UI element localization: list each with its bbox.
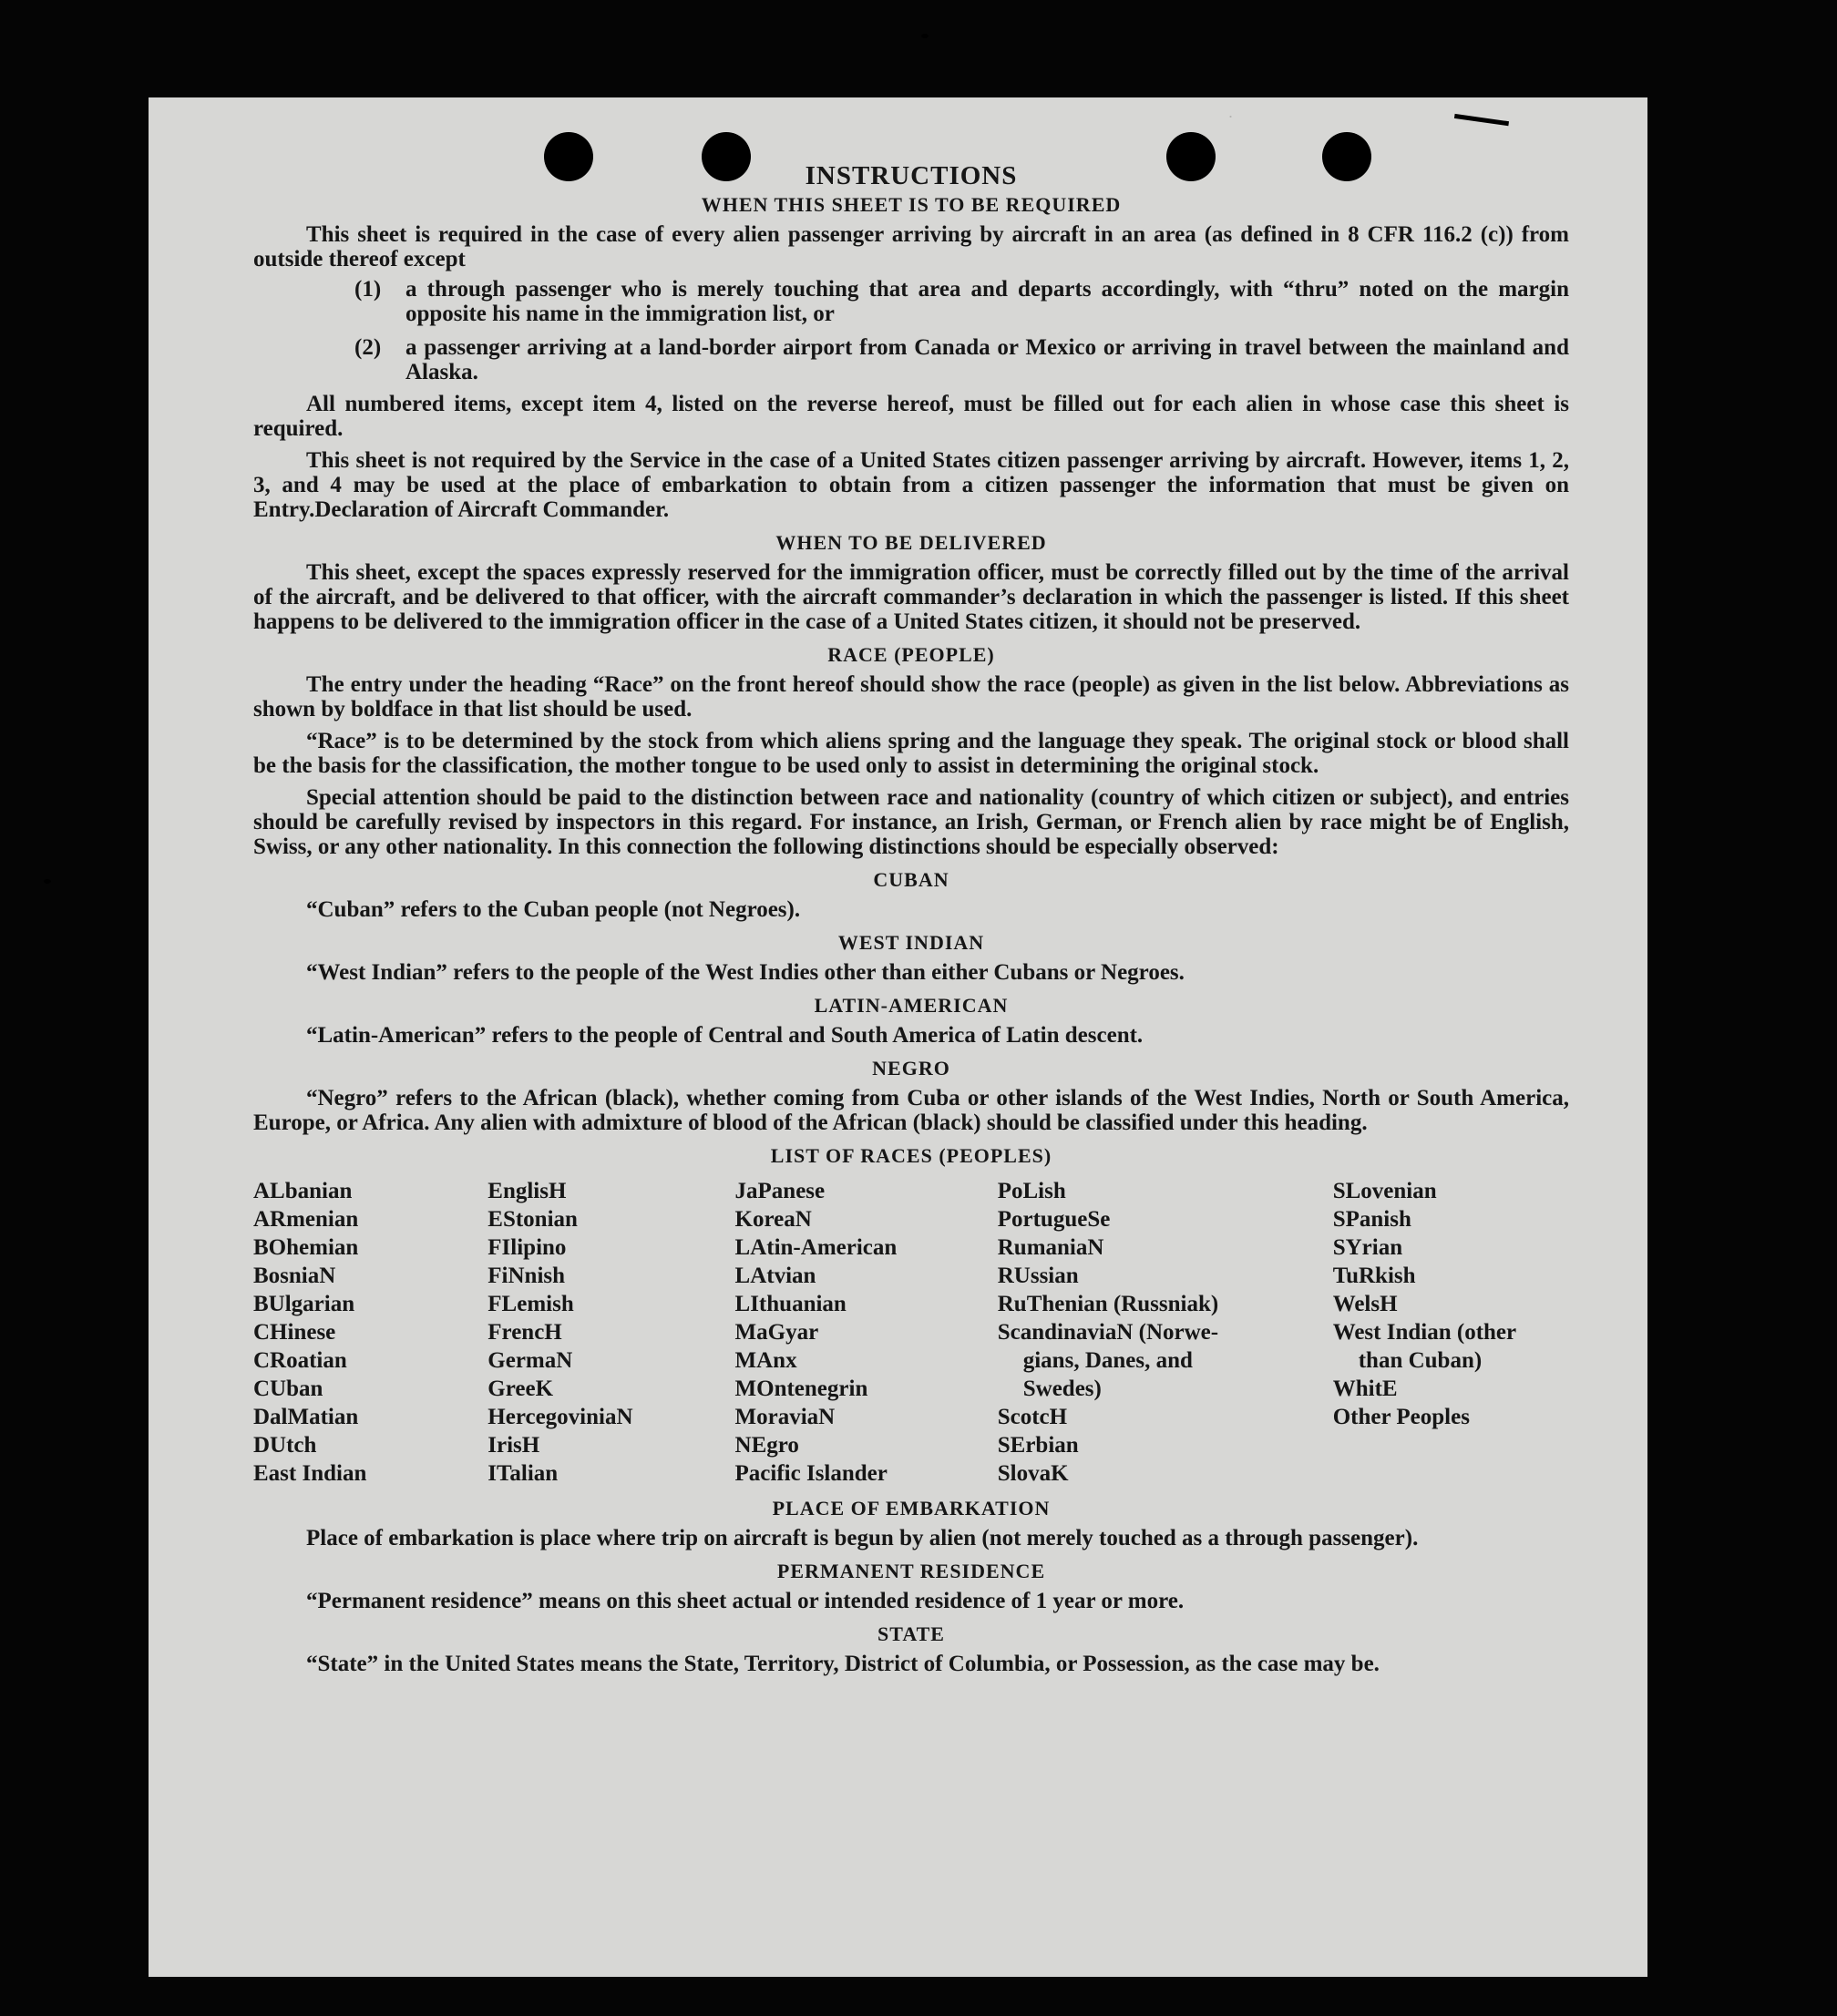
race-entry: MaGyar xyxy=(734,1320,819,1345)
race-entry: GreeK xyxy=(487,1376,554,1401)
race-entry: RumaniaN xyxy=(997,1235,1104,1260)
race-entry: LAtvian xyxy=(734,1264,816,1288)
race-entry: KoreaN xyxy=(734,1207,812,1232)
race-entry: HercegoviniaN xyxy=(487,1405,633,1429)
race-entry: Pacific Islander xyxy=(734,1461,888,1486)
paragraph: “Latin-American” refers to the people of Central and South America of Latin descent. xyxy=(306,1023,1144,1048)
paragraph: The entry under the heading “Race” on the front hereof should show the race (people) as given in the list below. Abbreviations as shown by boldface in that list should be used. xyxy=(253,672,1569,721)
race-entry: EStonian xyxy=(487,1207,578,1232)
race-entry: West Indian (other xyxy=(1332,1320,1517,1345)
race-entry: SLovenian xyxy=(1332,1179,1437,1203)
race-entry: DUtch xyxy=(253,1433,317,1458)
race-entry: FLemish xyxy=(487,1292,574,1316)
race-entry: FIlipino xyxy=(487,1235,567,1260)
race-entry: TuRkish xyxy=(1332,1264,1416,1288)
race-entry: ScotcH xyxy=(997,1405,1068,1429)
document-sheet xyxy=(149,97,1647,1977)
race-entry: ARmenian xyxy=(253,1207,359,1232)
race-entry-continued: gians, Danes, and xyxy=(1022,1348,1193,1373)
race-column xyxy=(253,1177,487,1488)
race-entry: FrencH xyxy=(487,1320,562,1345)
race-entry: CUban xyxy=(253,1376,323,1401)
exception-item xyxy=(354,277,1569,326)
race-entry: DalMatian xyxy=(253,1405,359,1429)
race-entry: MAnx xyxy=(734,1348,797,1373)
race-entry: BUlgarian xyxy=(253,1292,355,1316)
section-heading: NEGRO xyxy=(872,1057,950,1080)
section-heading: WHEN TO BE DELIVERED xyxy=(775,531,1047,554)
race-entry: IrisH xyxy=(487,1433,540,1458)
paragraph: “Race” is to be determined by the stock from which aliens spring and the language they speak. The original stock or blood shall be the basis for the classification, the mother tongue to be used only to assist in determining the original stock. xyxy=(253,729,1569,778)
section-heading: STATE xyxy=(877,1622,945,1645)
race-entry: ALbanian xyxy=(253,1179,353,1203)
race-entry: MoraviaN xyxy=(734,1405,836,1429)
race-entry: EnglisH xyxy=(487,1179,567,1203)
section-heading: LATIN-AMERICAN xyxy=(814,994,1009,1017)
item-text: a through passenger who is merely touching that area and departs accordingly, with “thru” noted on the margin opposite his name in the immigration list, or xyxy=(405,277,1569,326)
race-entry: PoLish xyxy=(997,1179,1066,1203)
race-entry: BosniaN xyxy=(253,1264,336,1288)
ink-speck xyxy=(44,879,51,884)
section-heading: PERMANENT RESIDENCE xyxy=(776,1560,1046,1582)
race-entry: ITalian xyxy=(487,1461,559,1486)
race-column xyxy=(487,1177,734,1488)
race-entry: LIthuanian xyxy=(734,1292,847,1316)
paragraph: All numbered items, except item 4, listed on the reverse hereof, must be filled out for each alien in whose case this sheet is required. xyxy=(253,392,1569,441)
paragraph: This sheet is required in the case of every alien passenger arriving by aircraft in an area (as defined in 8 CFR 116.2 (c)) from outside thereof except xyxy=(253,222,1569,271)
page-title: INSTRUCTIONS xyxy=(805,161,1018,190)
race-entry: PortugueSe xyxy=(997,1207,1111,1232)
paragraph: This sheet, except the spaces expressly reserved for the immigration officer, must be correctly filled out by the time of the arrival of the aircraft, and be delivered to that officer, with the aircraft commander’s declaration in which the passenger is listed. If this sheet happens to be delivered to the immigration officer in the case of a United States citizen, it should not be preserved. xyxy=(253,560,1569,634)
section-heading: RACE (PEOPLE) xyxy=(827,643,995,666)
bleed-through-text: . xyxy=(1228,103,1234,121)
paragraph: Place of embarkation is place where trip on aircraft is begun by alien (not merely touched as a through passenger). xyxy=(306,1526,1419,1550)
item-number: (2) xyxy=(354,335,382,360)
race-entry-continued: Swedes) xyxy=(1022,1376,1102,1401)
race-entry: Other Peoples xyxy=(1332,1405,1470,1429)
ink-speck xyxy=(921,34,929,38)
race-entry: NEgro xyxy=(734,1433,799,1458)
race-entry: LAtin-American xyxy=(734,1235,898,1260)
race-entry: FiNnish xyxy=(487,1264,566,1288)
race-entry: SErbian xyxy=(997,1433,1079,1458)
race-column xyxy=(1333,1177,1569,1488)
race-entry: JaPanese xyxy=(734,1179,826,1203)
section-heading: PLACE OF EMBARKATION xyxy=(772,1497,1051,1520)
section-heading: WHEN THIS SHEET IS TO BE REQUIRED xyxy=(701,193,1122,216)
item-number: (1) xyxy=(354,277,382,302)
race-entry: ScandinaviaN (Norwe- xyxy=(997,1320,1219,1345)
race-entry: CRoatian xyxy=(253,1348,347,1373)
race-entry: SlovaK xyxy=(997,1461,1069,1486)
race-entry: RUssian xyxy=(997,1264,1079,1288)
section-heading: WEST INDIAN xyxy=(837,931,985,954)
paragraph: Special attention should be paid to the distinction between race and nationality (country of which citizen or subject), and entries should be carefully revised by inspectors in this regard. For instance, an Irish, German, or French alien by race might be of English, Swiss, or any other nationality. In this connection the following distinctions should be especially observed: xyxy=(253,785,1569,859)
race-entry: East Indian xyxy=(253,1461,367,1486)
race-entry: WelsH xyxy=(1332,1292,1398,1316)
paragraph: “Permanent residence” means on this sheet actual or intended residence of 1 year or more. xyxy=(306,1589,1185,1613)
paragraph: This sheet is not required by the Service in the case of a United States citizen passenger arriving by aircraft. However, items 1, 2, 3, and 4 may be used at the place of embarkation to obtain from a citizen passenger the information that must be given on Entry.Declaration of Aircraft Commander. xyxy=(253,448,1569,522)
race-column xyxy=(735,1177,998,1488)
race-entry: SPanish xyxy=(1332,1207,1411,1232)
race-entry: SYrian xyxy=(1332,1235,1403,1260)
race-column xyxy=(998,1177,1333,1488)
ink-mark xyxy=(1452,114,1509,138)
paragraph: “Negro” refers to the African (black), whether coming from Cuba or other islands of the West Indies, North or South America, Europe, or Africa. Any alien with admixture of blood of the African (black) should be classified under this heading. xyxy=(253,1086,1569,1135)
section-heading: LIST OF RACES (PEOPLES) xyxy=(770,1144,1052,1167)
race-entry: RuThenian (Russniak) xyxy=(997,1292,1219,1316)
race-list xyxy=(253,1177,1569,1488)
section-heading: CUBAN xyxy=(873,868,949,891)
item-text: a passenger arriving at a land-border airport from Canada or Mexico or arriving in travel between the mainland and Alaska. xyxy=(405,335,1569,384)
race-entry: WhitE xyxy=(1332,1376,1398,1401)
paragraph: “Cuban” refers to the Cuban people (not Negroes). xyxy=(306,897,801,922)
race-entry-continued: than Cuban) xyxy=(1358,1348,1483,1373)
race-entry: CHinese xyxy=(253,1320,336,1345)
race-entry: GermaN xyxy=(487,1348,573,1373)
paragraph: “West Indian” refers to the people of the West Indies other than either Cubans or Negroes. xyxy=(306,960,1185,985)
paragraph: “State” in the United States means the State, Territory, District of Columbia, or Possession, as the case may be. xyxy=(306,1652,1380,1676)
race-entry: MOntenegrin xyxy=(734,1376,868,1401)
exception-item xyxy=(354,335,1569,384)
race-entry: BOhemian xyxy=(253,1235,359,1260)
instructions-body xyxy=(253,161,1569,1676)
